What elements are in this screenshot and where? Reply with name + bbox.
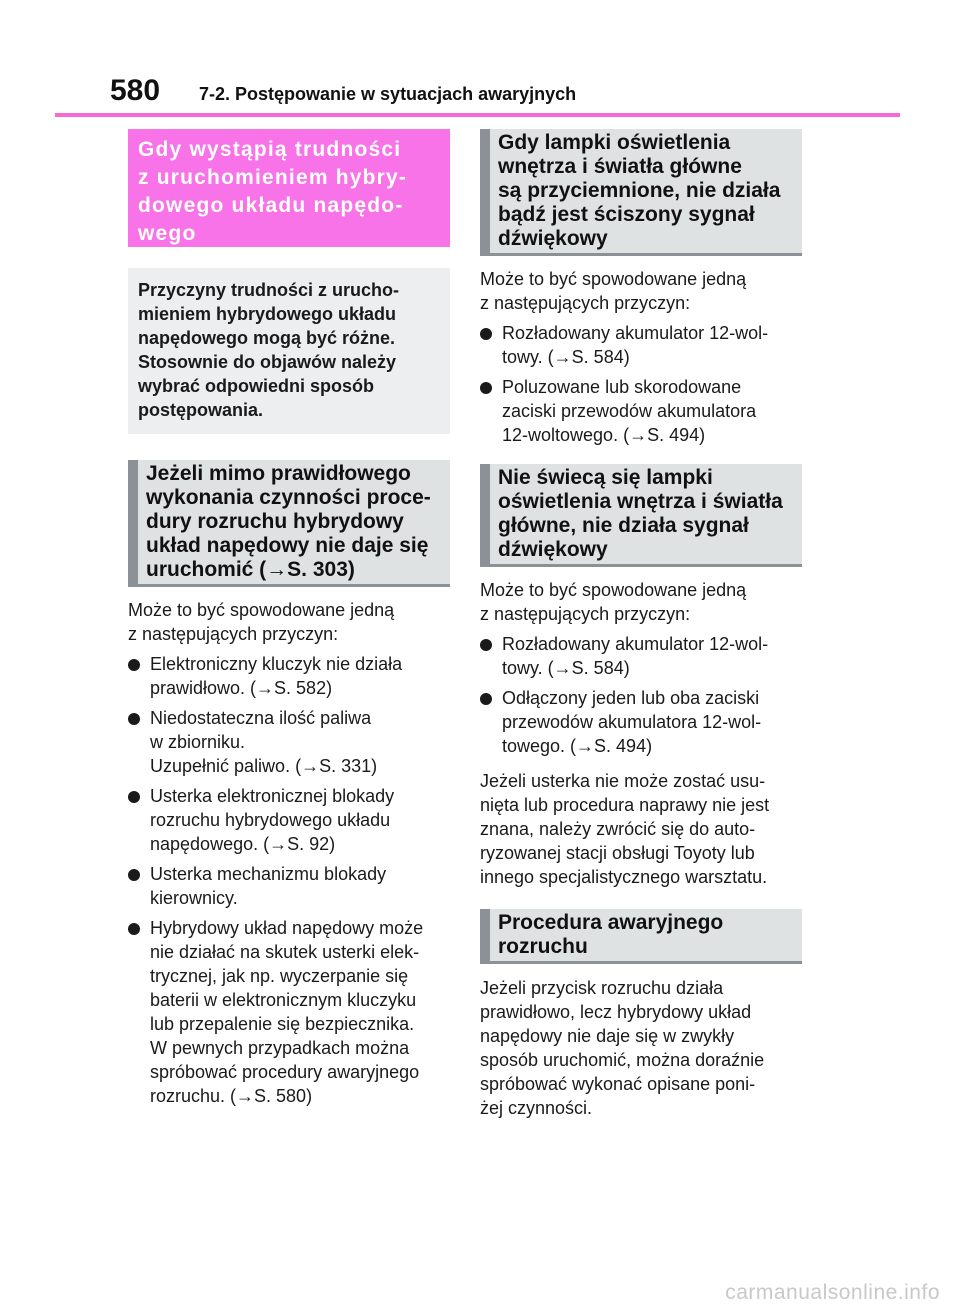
heading-line: bądź jest ściszony sygnał <box>498 203 755 226</box>
list-item <box>480 686 802 758</box>
text-line: znana, należy zwrócić się do auto- <box>480 819 756 839</box>
text-line: W pewnych przypadkach można <box>150 1038 410 1058</box>
heading-line: Nie świecą się lampki <box>498 466 713 489</box>
text-line: napędowy nie daje się w zwykły <box>480 1026 735 1046</box>
text-line: 12-woltowego. (→S. 494) <box>502 425 706 445</box>
topic-title-line: Gdy wystąpią trudności <box>138 138 402 161</box>
heading-line: Procedura awaryjnego <box>498 911 724 934</box>
topic-title-line: wego <box>138 222 197 245</box>
note-line: wybrać odpowiedni sposób <box>138 376 375 396</box>
heading-line: główne, nie działa sygnał <box>498 514 749 537</box>
bullet-icon <box>128 923 140 935</box>
text-line: rozruchu hybrydowego układu <box>150 810 391 830</box>
text-line: z następujących przyczyn: <box>480 293 691 313</box>
section-heading <box>480 464 802 567</box>
text-line: ryzowanej stacji obsługi Toyoty lub <box>480 843 755 863</box>
text-line: prawidłowo. (→S. 582) <box>150 678 333 698</box>
section-intro <box>128 598 450 646</box>
text-line: żej czynności. <box>480 1098 593 1118</box>
text-line: towy. (→S. 584) <box>502 347 630 367</box>
text-line: spróbować wykonać opisane poni- <box>480 1074 756 1094</box>
note-line: Przyczyny trudności z urucho- <box>138 280 400 300</box>
text-line: zaciski przewodów akumulatora <box>502 401 757 421</box>
list-item <box>480 632 802 680</box>
bullet-icon <box>128 791 140 803</box>
text-line: nięta lub procedura naprawy nie jest <box>480 795 770 815</box>
heading-line: wnętrza i światła główne <box>498 155 742 178</box>
text-line: towego. (→S. 494) <box>502 736 653 756</box>
note-line: napędowego mogą być różne. <box>138 328 396 348</box>
text-line: lub przepalenie się bezpiecznika. <box>150 1014 415 1034</box>
section-body <box>480 976 802 1120</box>
text-line: Usterka mechanizmu blokady <box>150 864 387 884</box>
section-intro <box>480 578 802 626</box>
heading-line: dźwiękowy <box>498 538 608 561</box>
section-heading <box>480 909 802 964</box>
list-item <box>480 321 802 369</box>
heading-line: układ napędowy nie daje się <box>146 534 429 557</box>
text-line: z następujących przyczyn: <box>480 604 691 624</box>
text-line: Odłączony jeden lub oba zaciski <box>502 688 760 708</box>
text-line: Może to być spowodowane jedną <box>128 600 395 620</box>
text-line: Hybrydowy układ napędowy może <box>150 918 424 938</box>
bullet-icon <box>128 713 140 725</box>
cause-list <box>480 321 802 447</box>
watermark: carmanualsonline.info <box>725 1281 940 1304</box>
text-line: rozruchu. (→S. 580) <box>150 1086 313 1106</box>
cause-list <box>128 652 450 1108</box>
text-line: spróbować procedury awaryjnego <box>150 1062 420 1082</box>
bullet-icon <box>480 328 492 340</box>
text-line: trycznej, jak np. wyczerpanie się <box>150 966 409 986</box>
section-heading <box>128 460 450 587</box>
list-item <box>480 375 802 447</box>
topic-title-line: z uruchomieniem hybry- <box>138 166 408 189</box>
page-number: 580 <box>110 74 161 107</box>
heading-line: są przyciemnione, nie działa <box>498 179 781 202</box>
topic-title-box <box>128 129 450 247</box>
heading-line: dźwiękowy <box>498 227 608 250</box>
text-line: baterii w elektronicznym kluczyku <box>150 990 417 1010</box>
section-heading <box>480 129 802 256</box>
intro-note-box <box>128 268 450 434</box>
text-line: Poluzowane lub skorodowane <box>502 377 742 397</box>
text-line: Jeżeli przycisk rozruchu działa <box>480 978 724 998</box>
text-line: napędowego. (→S. 92) <box>150 834 336 854</box>
cause-list <box>480 632 802 758</box>
text-line: Elektroniczny kluczyk nie działa <box>150 654 403 674</box>
left-column <box>128 129 450 1108</box>
heading-line: Gdy lampki oświetlenia <box>498 131 731 154</box>
bullet-icon <box>480 382 492 394</box>
text-line: innego specjalistycznego warsztatu. <box>480 867 768 887</box>
text-line: kierownicy. <box>150 888 238 908</box>
note-line: Stosownie do objawów należy <box>138 352 397 372</box>
chapter-title: 7-2. Postępowanie w sytuacjach awaryjnych <box>199 84 577 104</box>
heading-line: Jeżeli mimo prawidłowego <box>146 462 411 485</box>
text-line: w zbiorniku. <box>150 732 246 752</box>
heading-line: dury rozruchu hybrydowy <box>146 510 404 533</box>
bullet-icon <box>480 693 492 705</box>
list-item <box>128 784 450 856</box>
text-line: przewodów akumulatora 12-wol- <box>502 712 762 732</box>
list-item <box>128 862 450 910</box>
section-outro <box>480 769 802 889</box>
bullet-icon <box>128 659 140 671</box>
text-line: Uzupełnić paliwo. (→S. 331) <box>150 756 378 776</box>
text-line: Rozładowany akumulator 12-wol- <box>502 323 769 343</box>
list-item <box>128 652 450 700</box>
heading-line: wykonania czynności proce- <box>146 486 431 509</box>
text-line: nie działać na skutek usterki elek- <box>150 942 420 962</box>
bullet-icon <box>480 639 492 651</box>
topic-title-line: dowego układu napędo- <box>138 194 404 217</box>
text-line: Jeżeli usterka nie może zostać usu- <box>480 771 766 791</box>
text-line: towy. (→S. 584) <box>502 658 630 678</box>
note-line: mieniem hybrydowego układu <box>138 304 397 324</box>
text-line: prawidłowo, lecz hybrydowy układ <box>480 1002 752 1022</box>
heading-line: rozruchu <box>498 935 588 958</box>
list-item <box>128 916 450 1108</box>
list-item <box>128 706 450 778</box>
text-line: Może to być spowodowane jedną <box>480 269 747 289</box>
heading-line: oświetlenia wnętrza i światła <box>498 490 783 513</box>
note-line: postępowania. <box>138 400 264 420</box>
section-intro <box>480 267 802 315</box>
text-line: sposób uruchomić, można doraźnie <box>480 1050 765 1070</box>
right-column <box>480 129 802 1120</box>
header-rule <box>55 113 900 117</box>
heading-line: uruchomić (→S. 303) <box>146 558 355 581</box>
bullet-icon <box>128 869 140 881</box>
text-line: Może to być spowodowane jedną <box>480 580 747 600</box>
text-line: z następujących przyczyn: <box>128 624 339 644</box>
text-line: Rozładowany akumulator 12-wol- <box>502 634 769 654</box>
text-line: Usterka elektronicznej blokady <box>150 786 395 806</box>
text-line: Niedostateczna ilość paliwa <box>150 708 372 728</box>
